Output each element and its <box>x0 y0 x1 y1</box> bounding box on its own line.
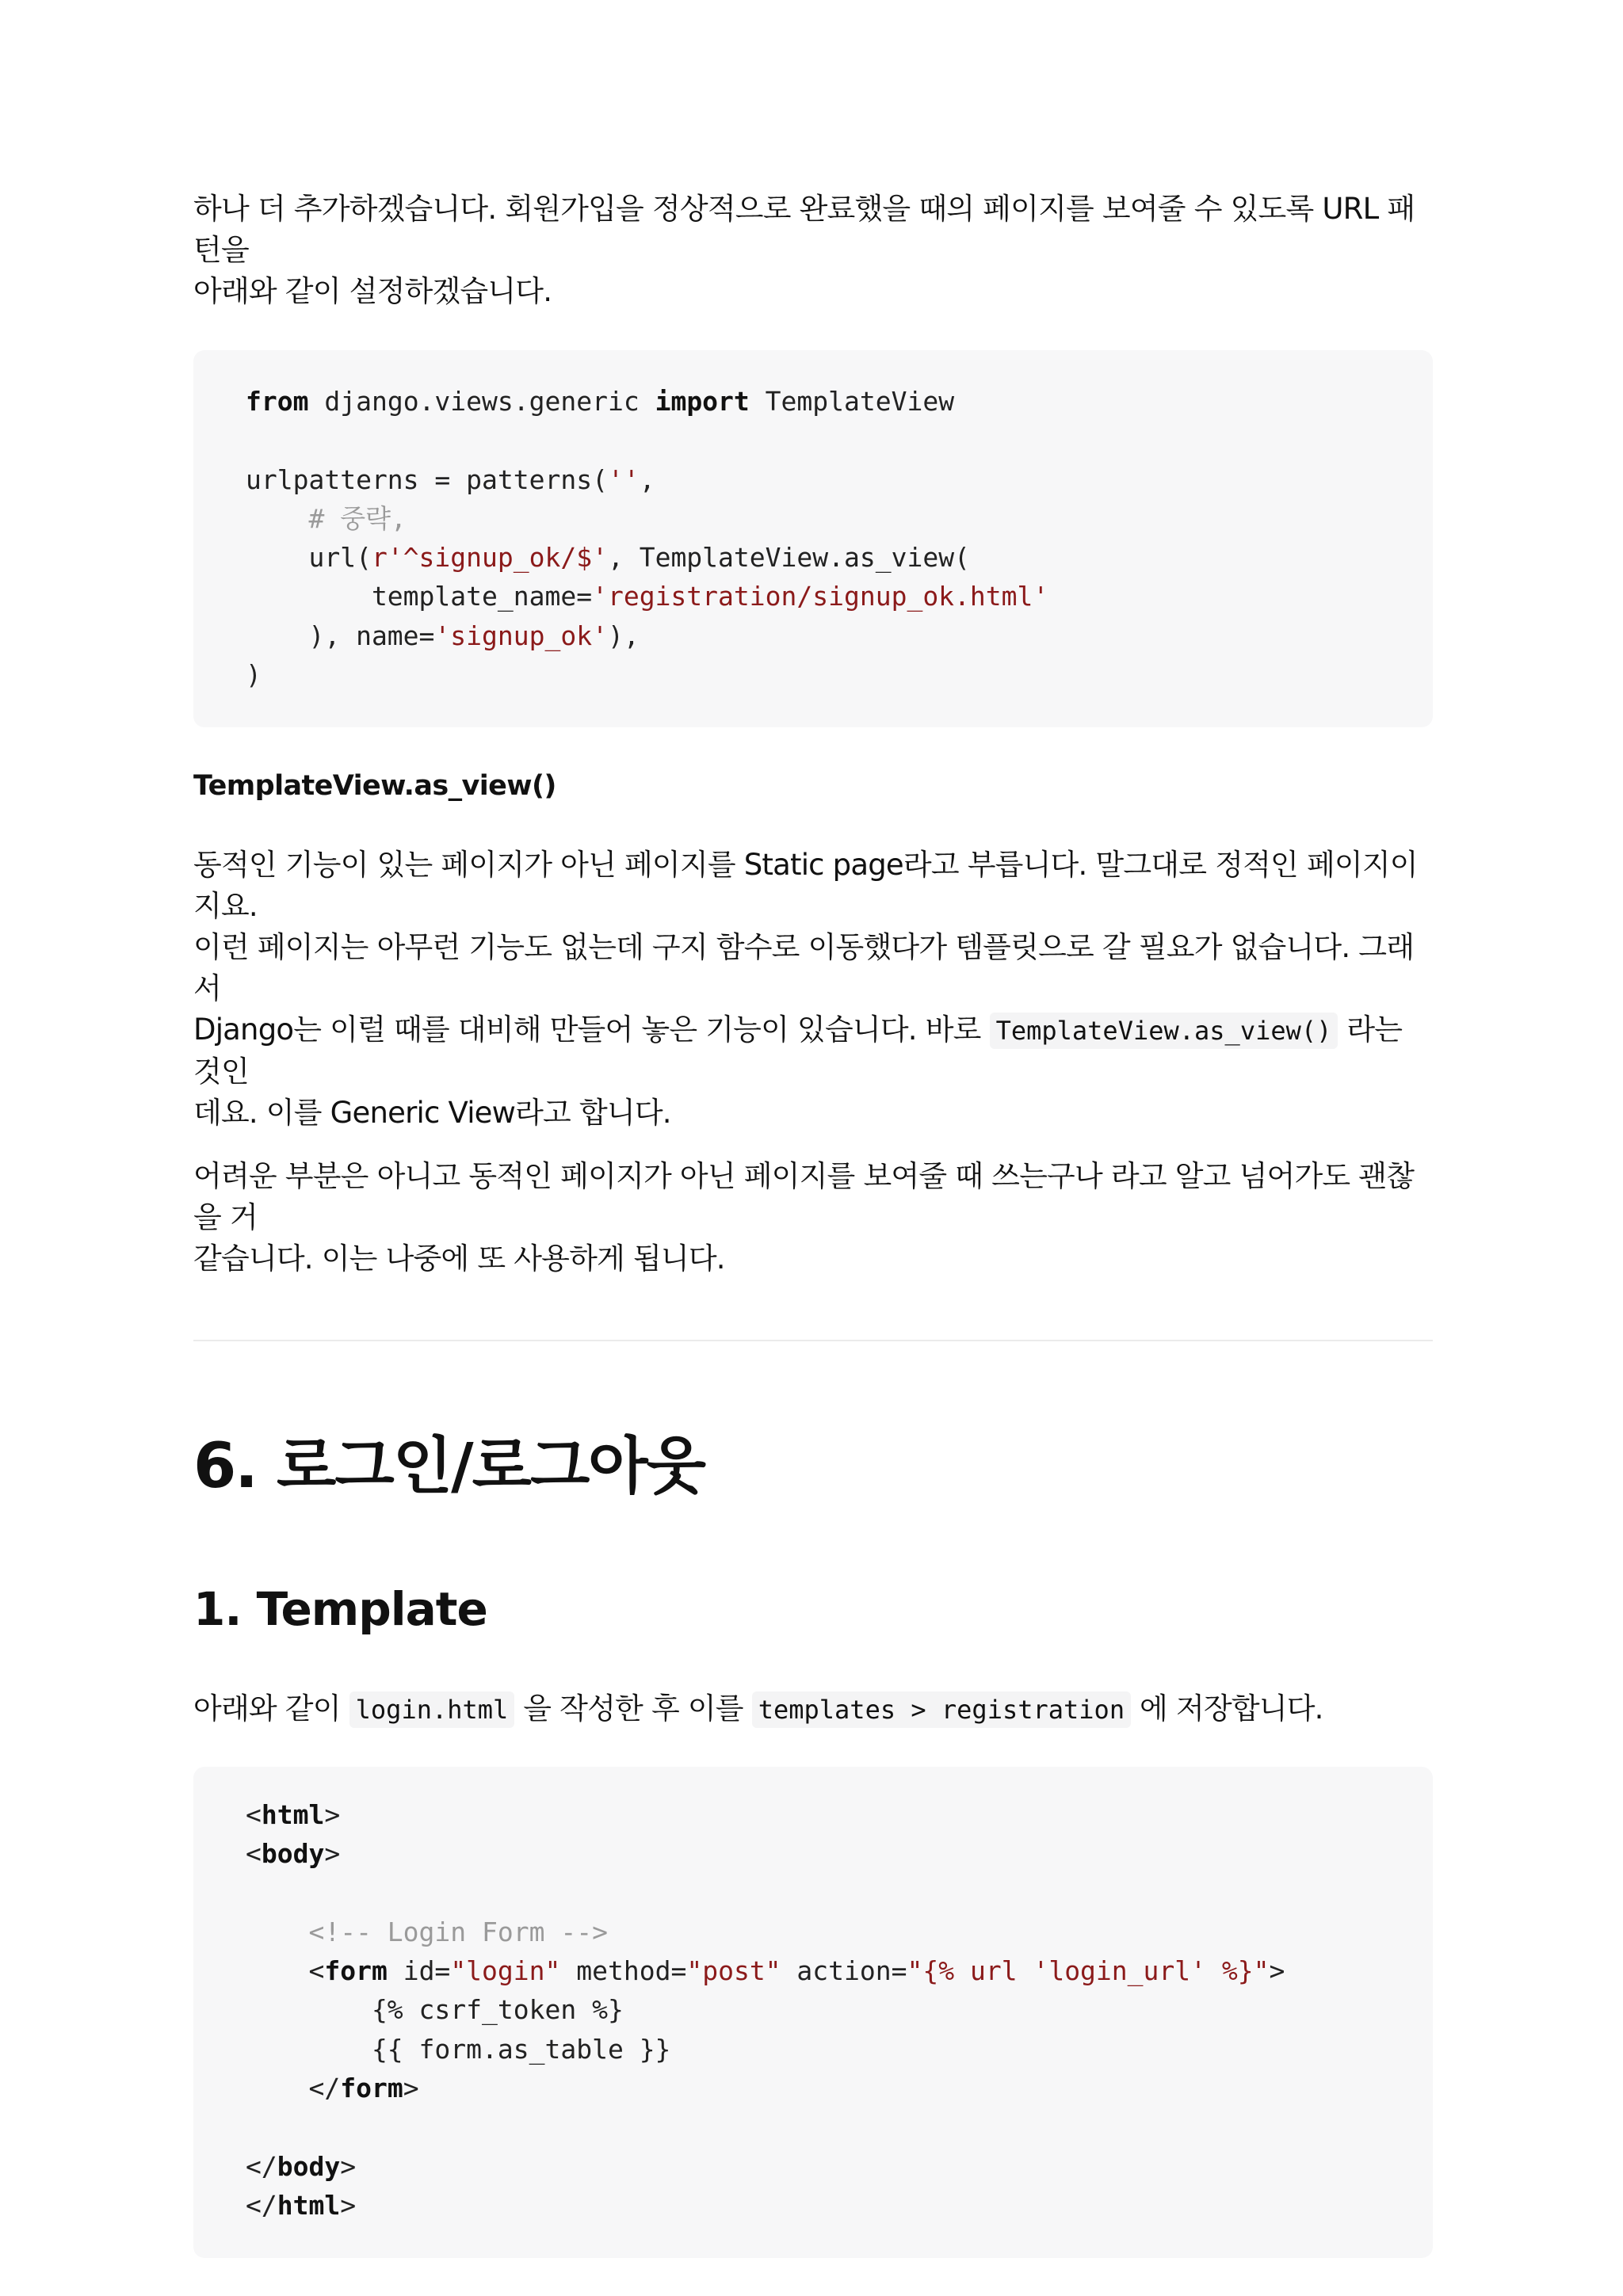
para1-line-1: 동적인 기능이 있는 페이지가 아닌 페이지를 Static page라고 부릅니다. 말그대로 정적인 페이지이지요. <box>193 848 1418 923</box>
subsection-heading-template: 1. Template <box>193 1582 487 1636</box>
code-line: </html> <box>246 2189 357 2221</box>
para1-line-4: 데요. 이를 Generic View라고 합니다. <box>193 1096 671 1130</box>
section-heading-login-logout: 6. 로그인/로그아웃 <box>193 1431 705 1502</box>
note-paragraph <box>193 1156 1433 1280</box>
para2-line-1: 어려운 부분은 아니고 동적인 페이지가 아닌 페이지를 보여줄 때 쓰는구나 라고 알고 넘어가도 괜찮을 거 <box>193 1159 1415 1234</box>
para1-line-3b: 라는 것인 <box>193 1013 1403 1089</box>
code-line: <html> <box>246 1799 341 1830</box>
inline-code-login-html: login.html <box>349 1691 515 1728</box>
code-line-blank <box>246 421 1381 460</box>
code-line: </body> <box>246 2150 357 2182</box>
code-comment: # 중략, <box>246 502 407 534</box>
section-divider <box>193 1340 1433 1341</box>
code-line: ) <box>246 659 262 691</box>
para2-line-2: 같습니다. 이는 나중에 또 사용하게 됩니다. <box>193 1241 725 1276</box>
code-line: template_name='registration/signup_ok.html' <box>246 581 1049 612</box>
static-page-paragraph <box>193 845 1433 1134</box>
intro-line-2: 아래와 같이 설정하겠습니다. <box>193 274 552 308</box>
inline-code-templateview: TemplateView.as_view() <box>990 1013 1338 1049</box>
intro-paragraph <box>193 189 1433 312</box>
code-line-blank <box>246 2107 1381 2146</box>
code-line: url(r'^signup_ok/$', TemplateView.as_view( <box>246 542 970 574</box>
templateview-label: TemplateView.as_view() <box>193 770 556 802</box>
code-line: from django.views.generic import TemplateView <box>246 386 955 417</box>
code-line: urlpatterns = patterns('', <box>246 463 655 495</box>
code-line: {{ form.as_table }} <box>246 2033 671 2065</box>
code-line-blank <box>246 1874 1381 1913</box>
code-line: </form> <box>246 2073 419 2104</box>
code-comment: <!-- Login Form --> <box>246 1916 608 1947</box>
intro-line-1: 하나 더 추가하겠습니다. 회원가입을 정상적으로 완료했을 때의 페이지를 보여줄 수 있도록 URL 패턴을 <box>193 192 1415 267</box>
inline-code-templates-path: templates > registration <box>752 1691 1131 1728</box>
code-line: <form id="login" method="post" action="{% url 'login_url' %}"> <box>246 1955 1285 1987</box>
para1-line-3a: Django는 이럴 때를 대비해 만들어 놓은 기능이 있습니다. 바로 <box>193 1013 990 1047</box>
code-line: ), name='signup_ok'), <box>246 620 640 651</box>
code-line: <body> <box>246 1838 341 1870</box>
code-line: {% csrf_token %} <box>246 1994 624 2026</box>
para1-line-2: 이런 페이지는 아무런 기능도 없는데 구지 함수로 이동했다가 템플릿으로 갈 필요가 없습니다. 그래서 <box>193 930 1415 1005</box>
code-block-urlpatterns[interactable] <box>193 350 1433 727</box>
template-instruction-paragraph: 아래와 같이 login.html 을 작성한 후 이를 templates > registration 에 저장합니다. <box>193 1688 1433 1730</box>
code-block-login-template[interactable] <box>193 1767 1433 2258</box>
